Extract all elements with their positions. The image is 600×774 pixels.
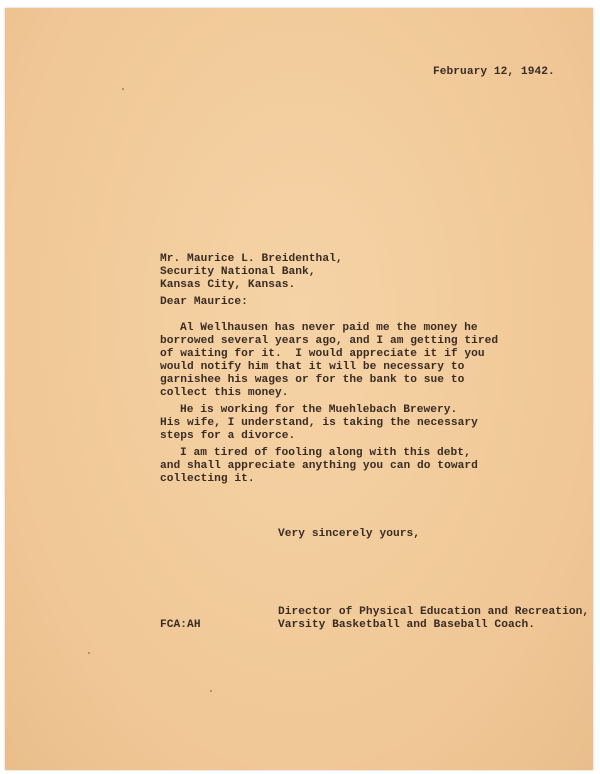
paragraph-line: would notify him that it will be necessary to — [160, 361, 465, 373]
paragraph-line: collecting it. — [160, 473, 255, 485]
paper-speck — [122, 88, 124, 90]
paragraph-line: steps for a divorce. — [160, 430, 296, 442]
signature-title-line: Varsity Basketball and Baseball Coach. — [278, 619, 536, 631]
typist-initials: FCA:AH — [160, 619, 201, 631]
recipient-line: Security National Bank, — [160, 266, 316, 278]
body-paragraph-1 — [160, 322, 498, 400]
body-paragraph-2 — [160, 404, 478, 443]
paragraph-line: Al Wellhausen has never paid me the money he — [180, 322, 478, 334]
paper-speck — [88, 652, 90, 654]
complimentary-closing: Very sincerely yours, — [278, 528, 421, 540]
body-paragraph-3 — [160, 447, 478, 486]
recipient-line: Mr. Maurice L. Breidenthal, — [160, 253, 343, 265]
paragraph-line: His wife, I understand, is taking the necessary — [160, 417, 478, 429]
letter-date: February 12, 1942. — [433, 66, 555, 78]
paragraph-line: of waiting for it. I would appreciate it if you — [160, 348, 485, 360]
paragraph-line: garnishee his wages or for the bank to sue to — [160, 374, 465, 386]
recipient-line: Kansas City, Kansas. — [160, 279, 296, 291]
signature-title — [278, 606, 589, 632]
signature-title-line: Director of Physical Education and Recreation, — [278, 606, 590, 618]
paragraph-line: and shall appreciate anything you can do toward — [160, 460, 478, 472]
paragraph-line: borrowed several years ago, and I am getting tired — [160, 335, 499, 347]
salutation: Dear Maurice: — [160, 296, 248, 308]
paragraph-line: I am tired of fooling along with this debt, — [180, 447, 471, 459]
paragraph-line: He is working for the Muehlebach Brewery. — [180, 404, 458, 416]
paragraph-line: collect this money. — [160, 387, 289, 399]
paper-speck — [210, 690, 212, 692]
recipient-address — [160, 253, 343, 292]
